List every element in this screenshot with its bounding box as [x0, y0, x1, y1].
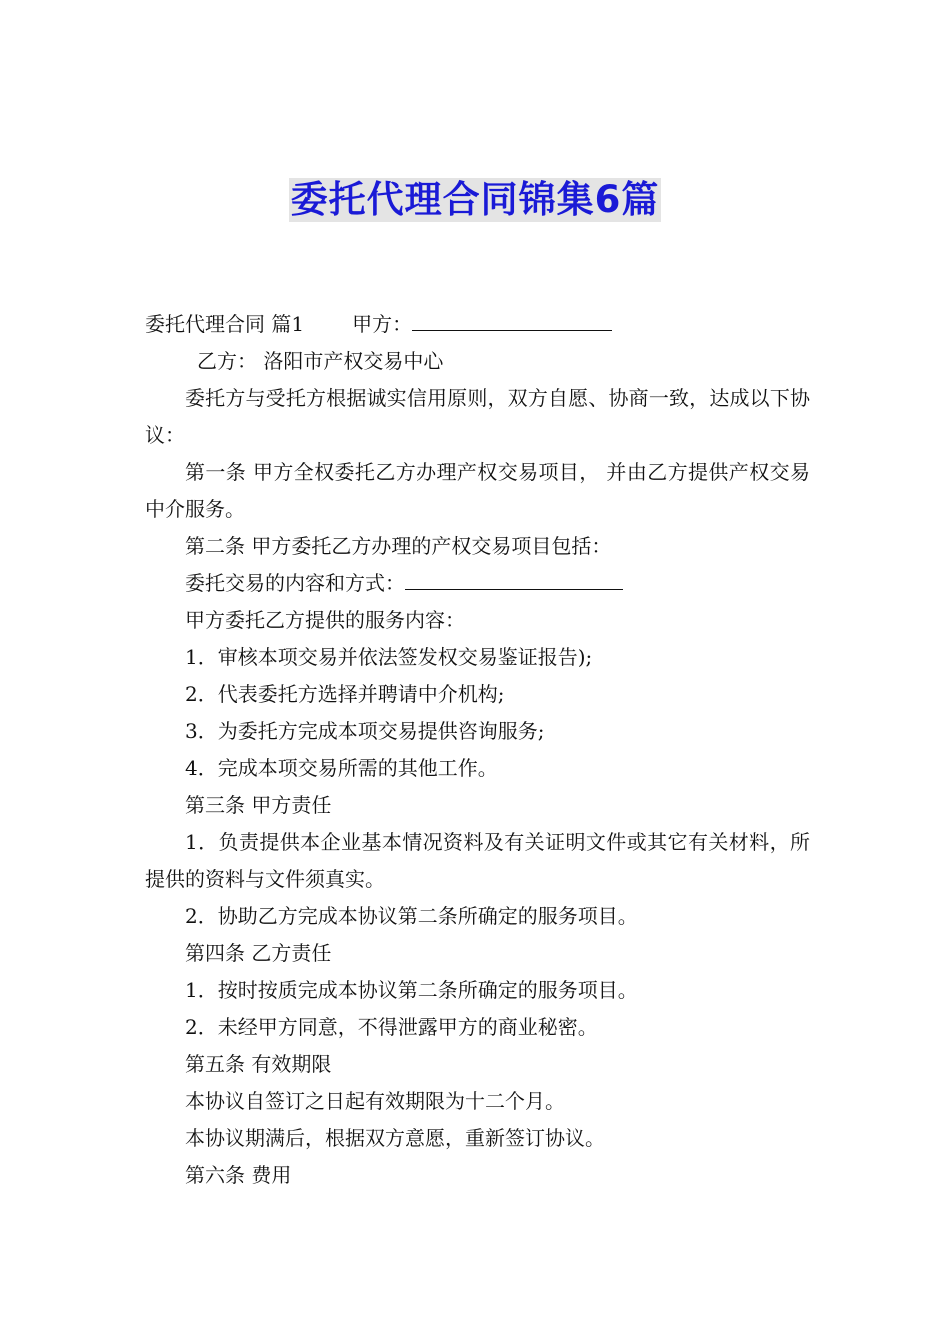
paragraph: 第一条 甲方全权委托乙方办理产权交易项目， 并由乙方提供产权交易中介服务。 [145, 460, 810, 521]
list-item: 1．按时按质完成本协议第二条所确定的服务项目。 [185, 978, 638, 1002]
list-item: 1．负责提供本企业基本情况资料及有关证明文件或其它有关材料，所提供的资料与文件须真实。 [145, 830, 810, 891]
paragraph: 甲方委托乙方提供的服务内容： [185, 608, 465, 632]
article-heading: 第四条 乙方责任 [185, 941, 332, 965]
content-method-blank [405, 567, 623, 590]
paragraph: 本协议自签订之日起有效期限为十二个月。 [185, 1089, 565, 1113]
list-item: 2．未经甲方同意，不得泄露甲方的商业秘密。 [185, 1015, 598, 1039]
paragraph: 委托方与受托方根据诚实信用原则，双方自愿、协商一致，达成以下协议： [145, 386, 810, 447]
list-item: 3．为委托方完成本项交易提供咨询服务; [185, 719, 545, 743]
party-a-label: 甲方： [352, 312, 413, 336]
list-item: 1．审核本项交易并依法签发权交易鉴证报告); [185, 645, 593, 669]
list-item: 2．代表委托方选择并聘请中介机构; [185, 682, 505, 706]
document-body [145, 306, 810, 1194]
article-heading: 第三条 甲方责任 [185, 793, 332, 817]
party-b-line: 乙方： 洛阳市产权交易中心 [197, 349, 444, 373]
document-title: 委托代理合同锦集6篇 [290, 178, 660, 221]
section-heading: 委托代理合同 篇1 [145, 312, 305, 336]
article-heading: 第五条 有效期限 [185, 1052, 332, 1076]
article-heading: 第六条 费用 [185, 1163, 292, 1187]
paragraph: 本协议期满后，根据双方意愿，重新签订协议。 [185, 1126, 605, 1150]
section-heading-line [145, 306, 810, 343]
list-item: 2．协助乙方完成本协议第二条所确定的服务项目。 [185, 904, 638, 928]
title-container [0, 178, 950, 222]
party-a-blank [412, 308, 612, 331]
content-method-label: 委托交易的内容和方式： [185, 571, 405, 595]
list-item: 4．完成本项交易所需的其他工作。 [185, 756, 498, 780]
content-method-line [145, 565, 810, 602]
paragraph: 第二条 甲方委托乙方办理的产权交易项目包括： [185, 534, 612, 558]
